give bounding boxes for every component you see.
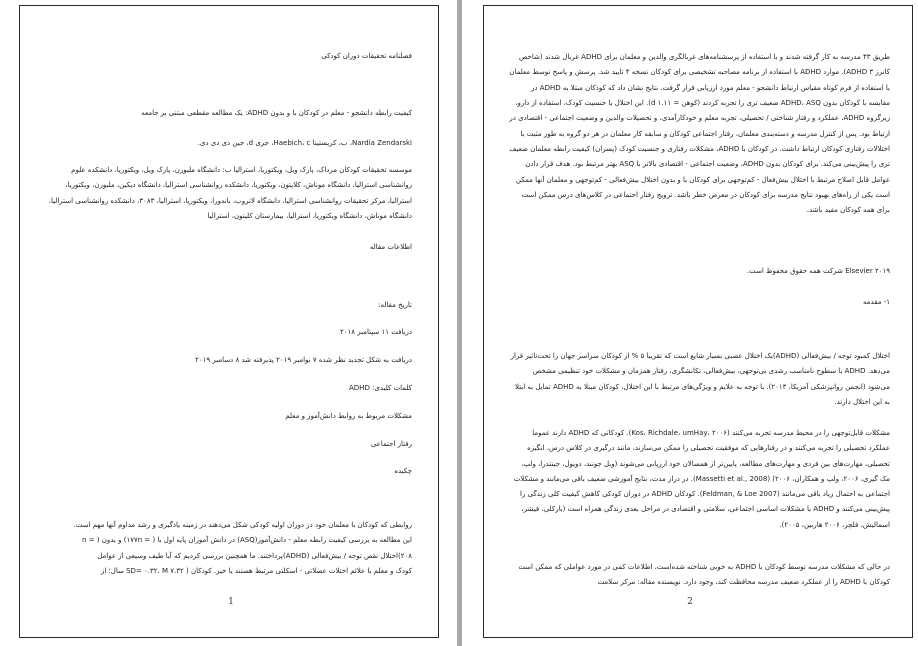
author-list: Nardia Zendarski، ب، کریستینا Haebich، c، جری d، جین دی دی دی.	[197, 139, 412, 147]
abstract-line: روابطی که کودکان با معلمان خود در دوران اولیه کودکی شکل می‌دهند در زمینه یادگیری و رشد مداوم آنها مهم است.	[73, 521, 412, 529]
section-heading-introduction: ۱- مقدمه	[863, 298, 890, 306]
journal-name: فصلنامه تحقیقات دوران کودکی	[321, 52, 412, 60]
body-paragraph: در حالی که مشکلات مدرسه توسط کودکان با ADHD به خوبی شناخته شده‌است، اطلاعات کمی در مورد عواملی که ممکن است کودکان با ADHD را از عملکرد ضعیف مدرسه محافظت کند، وجود دارد. نویسنده مقاله: مرکز سلامت	[518, 563, 890, 587]
abstract-line: این مطالعه به بررسی کیفیت رابطه معلم - دانش‌آموز(ASQ) در دانش آموزان پایه اول با ( = ۱۷۷n) و بدون ( = n	[82, 536, 412, 545]
received-date: دریافت ۱۱ سپتامبر ۲۰۱۸	[339, 328, 412, 336]
copyright-notice: Elsevier ۲۰۱۹ شرکت همه حقوق محفوظ است.	[746, 267, 890, 275]
page-number: 2	[687, 597, 693, 607]
body-paragraph: اختلال کمبود توجه / بیش‌فعالی (ADHD)یک اختلال عصبی بسیار شایع است که تقریبا ۵ % از کودکان سراسر جهان را تحت‌تاثیر قرار می‌دهد. ADHD با سطوح نامناسب رشدی بی‌توجهی، بیش‌فعالی، تکانشگری، رفتار همزمان و مشکلات خود تنظیمی مشخص می‌شود (انجمن روانپزشکی آمریکا، ۲۰۱۳). با توجه به علایم و ویژگی‌های مرتبط با این اختلال، کودکان مبتلا به ADHD تمایل به ابتلا به این اختلال دارند.	[510, 352, 890, 406]
keywords-label: کلمات کلیدی: ADHD	[349, 384, 412, 392]
article-title: کیفیت رابطه دانشجو - معلم در کودکان با و بدون ADHD: یک مطالعه مقطعی مبتنی بر جامعه	[141, 109, 412, 117]
article-info-heading: اطلاعات مقاله	[369, 243, 412, 251]
article-history-label: تاریخ مقاله:	[378, 301, 412, 309]
page-number: 1	[228, 597, 234, 607]
document-page-2	[462, 0, 918, 646]
document-page-1	[0, 0, 457, 646]
revised-accepted-date: دریافت به شکل تجدید نظر شده ۷ نوامبر ۲۰۱۹ پذیرفته شد ۸ دسامبر ۲۰۱۹	[195, 356, 412, 364]
abstract-continuation: طریق ۴۳ مدرسه به کار گرفته شدند و با استفاده از پرسشنامه‌های غربالگری والدین و معلمان برای ADHD غربال شدند (شاخص کانرز ۳ ADHD). موارد ADHD با استفاده از برنامه مصاحبه تشخیصی برای کودکان نسخه ۴ تایید شد. پرسش و پاسخ توسط معلمان با استفاده از فرم کوتاه مقیاس ارتباط دانشجو - معلم مورد ارزیابی قرار گرفت. نتایج نشان داد که کودکان مبتلا به ADHD در مقایسه با کودکان بدون ADHD، ASQ ضعیف تری را تجربه کردند (کوهن = d ۱.۱۱). این اختلال با جنسیت کودک، استفاده از دارو، زیرگروه ADHD، عملکرد و رفتار شناختی / تحصیلی، تجربه معلم و خودکارآمدی، و تحصیلات والدین و وضعیت اجتماعی - اقتصادی در ارتباط بود. پس از کنترل مدرسه و دسته‌بندی معلمان، رفتار اجتماعی کودکان و سابقه کار معلمان در هر دو گروه به طور مثبت با اختلالات رفتاری کودکان ارتباط داشت. در کودکان با ADHD، مشکلات رفتاری و جنسیت کودک (پسران) کیفیت رابطه معلمان ضعیف تری را پیش‌بینی می‌کند. برای کودکان بدون ADHD، وضعیت اجتماعی - اقتصادی بالاتر با ASQ بهتر مرتبط بود. هدف قرار دادن عوامل قابل اصلاح مرتبط با اختلال بیش‌فعال - کم‌توجهی برای کودکان با و بدون اختلال بیش‌فعالی - کم‌توجهی و معلمان آنها ممکن است یکی از راه‌های بهبود نتایج مدرسه برای کودکان در معرض خطر باشد. ترویج رفتار اجتماعی در کلاس‌های درس ممکن است برای همه کودکان مفید باشد.	[509, 53, 890, 215]
abstract-line: ۲۰۸)اختلال نقص توجه / بیش‌فعالی (ADHD)پرداختند. ما همچنین بررسی کردیم که آیا طیف وسیعی از عوامل	[97, 551, 412, 560]
body-paragraph: مشکلات قابل‌توجهی را در محیط مدرسه تجربه می‌کنند (Kos، Richdale، umHay، ۲۰۰۶). کودکانی که ADHD دارند عموما عملکرد تحصیلی را تجربه می‌کنند و در رفتارهایی که موفقیت تحصیلی را ممکن می‌سازند، مانند درگیری در کلاس درس، انگیزه تحصیلی، مهارت‌های بین فردی و مهارت‌های مطالعه، پایین‌تر از همسالان خود ارزیابی می‌شوند (وبل جونند، دویول، جینتدرا، ولپ، مک گیری، ۲۰۰۶، ولپ و همکاران، ۲۰۰۶) (Massetti et al., 2008). در دراز مدت، نتایج آموزشی ضعیف باقی می‌مانند و مشکلات اجتماعی به احتمال زیاد باقی می‌مانند (Feldman, & Loe 2007). کودکان ADHD در دوران کودکی کاهش کیفیت کلی زندگی را پیش‌بینی می‌کنند و ADHD با مشکلات اساسی اجتماعی، سلامتی و اقتصادی در مراحل بعدی زندگی همراه است (بارکلی، فیشر، اسمالیش، فلچر، ۲۰۰۶ هاربین، ۲۰۰۵).	[513, 429, 890, 529]
keyword-item: رفتار اجتماعی	[370, 440, 412, 448]
abstract-heading: چکیده	[394, 467, 412, 475]
keyword-item: مشکلات مربوط به روابط دانش‌آموز و معلم	[285, 412, 412, 420]
author-affiliations: موسسه تحقیقات کودکان مرداک، پارک ویل، ویکتوریا، استرالیا ب: دانشگاه ملبورن، پارک ویل، ویکتوریا، دانشکده علوم روانشناسی استرالیا، دانشگاه موناش، کلایتون، ویکتوریا، دانشکده روانشناسی استرالیا، دانشگاه دیکین، ملبورن، ویکتوریا، استرالیا، مرکز تحقیقات روانشناسی استرالیا، دانشگاه لاتروب، باندورا، ویکتوریا، استرالیا، ۳۰۸۳، دانشکده روانشناسی استرالیا، دانشگاه موناش، دانشگاه ویکتوریا، استرالیا، بیمارستان کلیتون، استرالیا	[48, 166, 412, 221]
abstract-line: کودک و معلم با علائم اختلات عضلاتی - اسکلتی مرتبط هستند یا خیر. کودکان ( SD= ۰.۳۲، M ۷.۳۲ سال؛ از	[101, 566, 412, 575]
abstract-text	[44, 518, 412, 579]
